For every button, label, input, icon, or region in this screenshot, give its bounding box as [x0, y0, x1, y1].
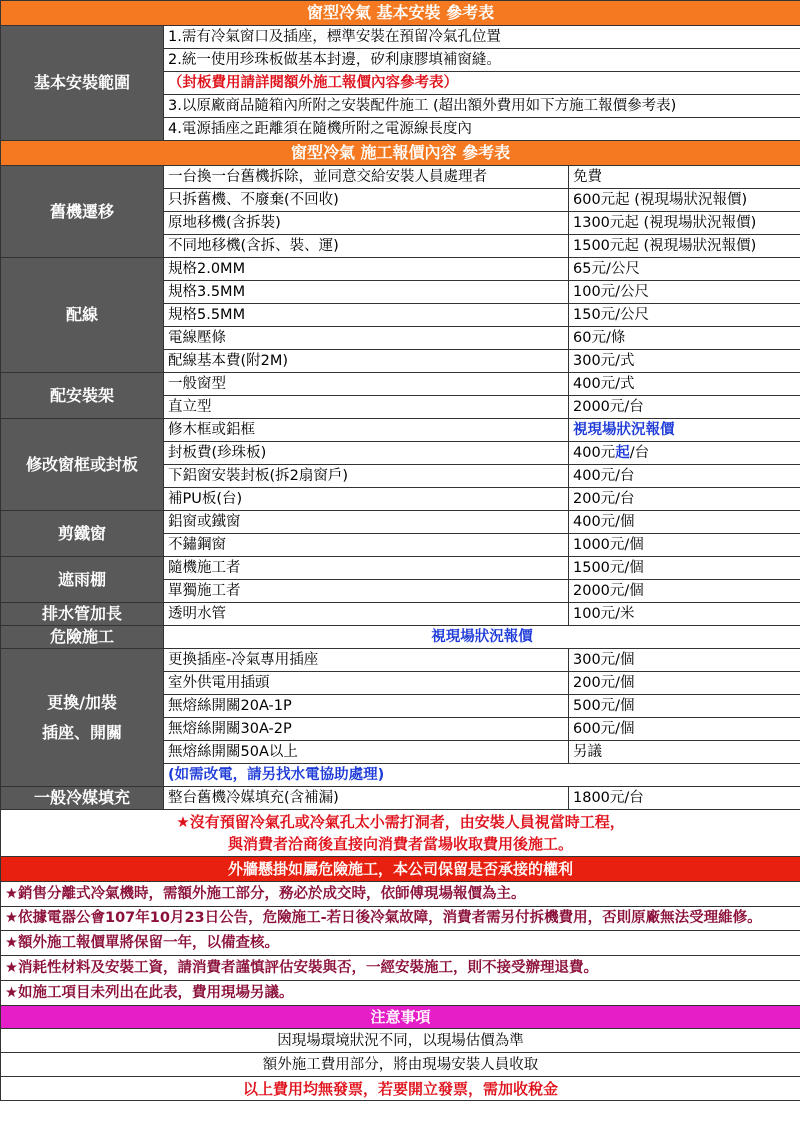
danger-price: 視現場狀況報價: [164, 626, 800, 649]
basic-item: 1.需有冷氣窗口及插座，標準安裝在預留冷氣孔位置: [164, 26, 800, 49]
item-name: 整台舊機冷媒填充(含補漏): [164, 787, 569, 810]
item-name: 更換插座-冷氣專用插座: [164, 649, 569, 672]
item-name: 不同地移機(含拆、裝、運): [164, 235, 569, 258]
danger-category: 危險施工: [1, 626, 164, 649]
basic-item: 3.以原廠商品隨箱內所附之安裝配件施工 (超出額外費用如下方施工報價參考表): [164, 95, 800, 118]
item-name: 封板費(珍珠板): [164, 442, 569, 465]
item-price-highlight: [569, 442, 800, 465]
warning-line1: ★沒有預留冷氣孔或冷氣孔太小需打洞者，由安裝人員視當時工程，: [176, 813, 625, 831]
group-category: 剪鐵窗: [1, 511, 164, 557]
item-price: 400元/式: [569, 373, 800, 396]
outlet-note: (如需改電，請另找水電協助處理): [164, 764, 800, 787]
item-name: 無熔絲開關20A-1P: [164, 695, 569, 718]
item-name: 無熔絲開關30A-2P: [164, 718, 569, 741]
item-price: 100元/公尺: [569, 281, 800, 304]
item-name: 原地移機(含拆裝): [164, 212, 569, 235]
note-item: ★依據電器公會107年10月23日公告，危險施工-若日後冷氣故障，消費者需另付拆機費用，否則原廠無法受理維修。: [1, 907, 800, 931]
item-name: 一般窗型: [164, 373, 569, 396]
item-name: 透明水管: [164, 603, 569, 626]
item-price: 200元/台: [569, 488, 800, 511]
item-price: 500元/個: [569, 695, 800, 718]
item-name: 無熔絲開關50A以上: [164, 741, 569, 764]
drilling-warning: [1, 810, 800, 857]
price-start-mark: 起: [615, 445, 630, 461]
item-name: 只拆舊機、不廢棄(不回收): [164, 189, 569, 212]
item-name: 一台換一台舊機拆除，並同意交給安裝人員處理者: [164, 166, 569, 189]
item-price: 視現場狀況報價: [569, 419, 800, 442]
basic-item-note: （封板費用請詳閱額外施工報價內容參考表）: [164, 72, 800, 95]
note-item: ★消耗性材料及安裝工資，請消費者謹慎評估安裝與否，一經安裝施工，則不接受辦理退費。: [1, 956, 800, 981]
refrigerant-category: 一般冷媒填充: [1, 787, 164, 810]
item-name: 室外供電用插頭: [164, 672, 569, 695]
item-name: 單獨施工者: [164, 580, 569, 603]
item-name: 下鋁窗安裝封板(拆2扇窗戶): [164, 465, 569, 488]
item-name: 不鏽鋼窗: [164, 534, 569, 557]
item-price: 1800元/台: [569, 787, 800, 810]
group-category: 遮雨棚: [1, 557, 164, 603]
item-name: 規格3.5MM: [164, 281, 569, 304]
quote-title: 窗型冷氣 施工報價內容 參考表: [1, 141, 800, 166]
basic-install-title: 窗型冷氣 基本安裝 參考表: [1, 1, 800, 26]
group-category: 配安裝架: [1, 373, 164, 419]
item-name: 修木框或鋁框: [164, 419, 569, 442]
group-category: 配線: [1, 258, 164, 373]
note-item: ★如施工項目未列出在此表，費用現場另議。: [1, 981, 800, 1006]
item-price: 2000元/台: [569, 396, 800, 419]
item-price: 600元起 (視現場狀況報價): [569, 189, 800, 212]
item-price: 另議: [569, 741, 800, 764]
item-price: 65元/公尺: [569, 258, 800, 281]
item-price: 1500元起 (視現場狀況報價): [569, 235, 800, 258]
item-name: 鋁窗或鐵窗: [164, 511, 569, 534]
group-category: 修改窗框或封板: [1, 419, 164, 511]
item-price: 1000元/個: [569, 534, 800, 557]
item-name: 直立型: [164, 396, 569, 419]
item-price: 1300元起 (視現場狀況報價): [569, 212, 800, 235]
item-price: 300元/式: [569, 350, 800, 373]
group-category: 舊機遷移: [1, 166, 164, 258]
warning-line2: 與消費者洽商後直接向消費者當場收取費用後施工。: [228, 835, 574, 853]
item-price: 2000元/個: [569, 580, 800, 603]
item-price: 免費: [569, 166, 800, 189]
item-name: 補PU板(台): [164, 488, 569, 511]
note-item: ★額外施工報價單將保留一年，以備查核。: [1, 931, 800, 956]
item-price: 200元/個: [569, 672, 800, 695]
price-text: 400元起/台: [573, 445, 650, 461]
note-item: ★銷售分離式冷氣機時，需額外施工部分，務必於成交時，依師傅現場報價為主。: [1, 882, 800, 907]
item-price: 1500元/個: [569, 557, 800, 580]
group-category: 排水管加長: [1, 603, 164, 626]
item-name: 規格5.5MM: [164, 304, 569, 327]
danger-notice-title: 外牆懸掛如屬危險施工，本公司保留是否承接的權利: [1, 857, 800, 882]
basic-item: 2.統一使用珍珠板做基本封邊，矽利康膠填補窗縫。: [164, 49, 800, 72]
basic-item: 4.電源插座之距離須在隨機所附之電源線長度內: [164, 118, 800, 141]
item-name: 電線壓條: [164, 327, 569, 350]
item-price: 100元/米: [569, 603, 800, 626]
outlet-category-line1: 更換/加裝: [47, 692, 117, 712]
attention-item: 額外施工費用部分，將由現場安裝人員收取: [1, 1053, 800, 1077]
item-name: 隨機施工者: [164, 557, 569, 580]
attention-item: 因現場環境狀況不同，以現場估價為準: [1, 1029, 800, 1053]
item-price: 60元/條: [569, 327, 800, 350]
basic-install-category: 基本安裝範圍: [1, 26, 164, 141]
item-price: 400元/台: [569, 465, 800, 488]
item-price: 400元/個: [569, 511, 800, 534]
item-price: 600元/個: [569, 718, 800, 741]
item-name: 規格2.0MM: [164, 258, 569, 281]
item-price: 300元/個: [569, 649, 800, 672]
item-name: 配線基本費(附2M): [164, 350, 569, 373]
item-price: 150元/公尺: [569, 304, 800, 327]
outlet-category-line2: 插座、開關: [41, 722, 122, 742]
outlet-category: [1, 649, 164, 787]
attention-title: 注意事項: [1, 1006, 800, 1029]
attention-item-invoice: 以上費用均無發票，若要開立發票，需加收稅金: [1, 1077, 800, 1101]
